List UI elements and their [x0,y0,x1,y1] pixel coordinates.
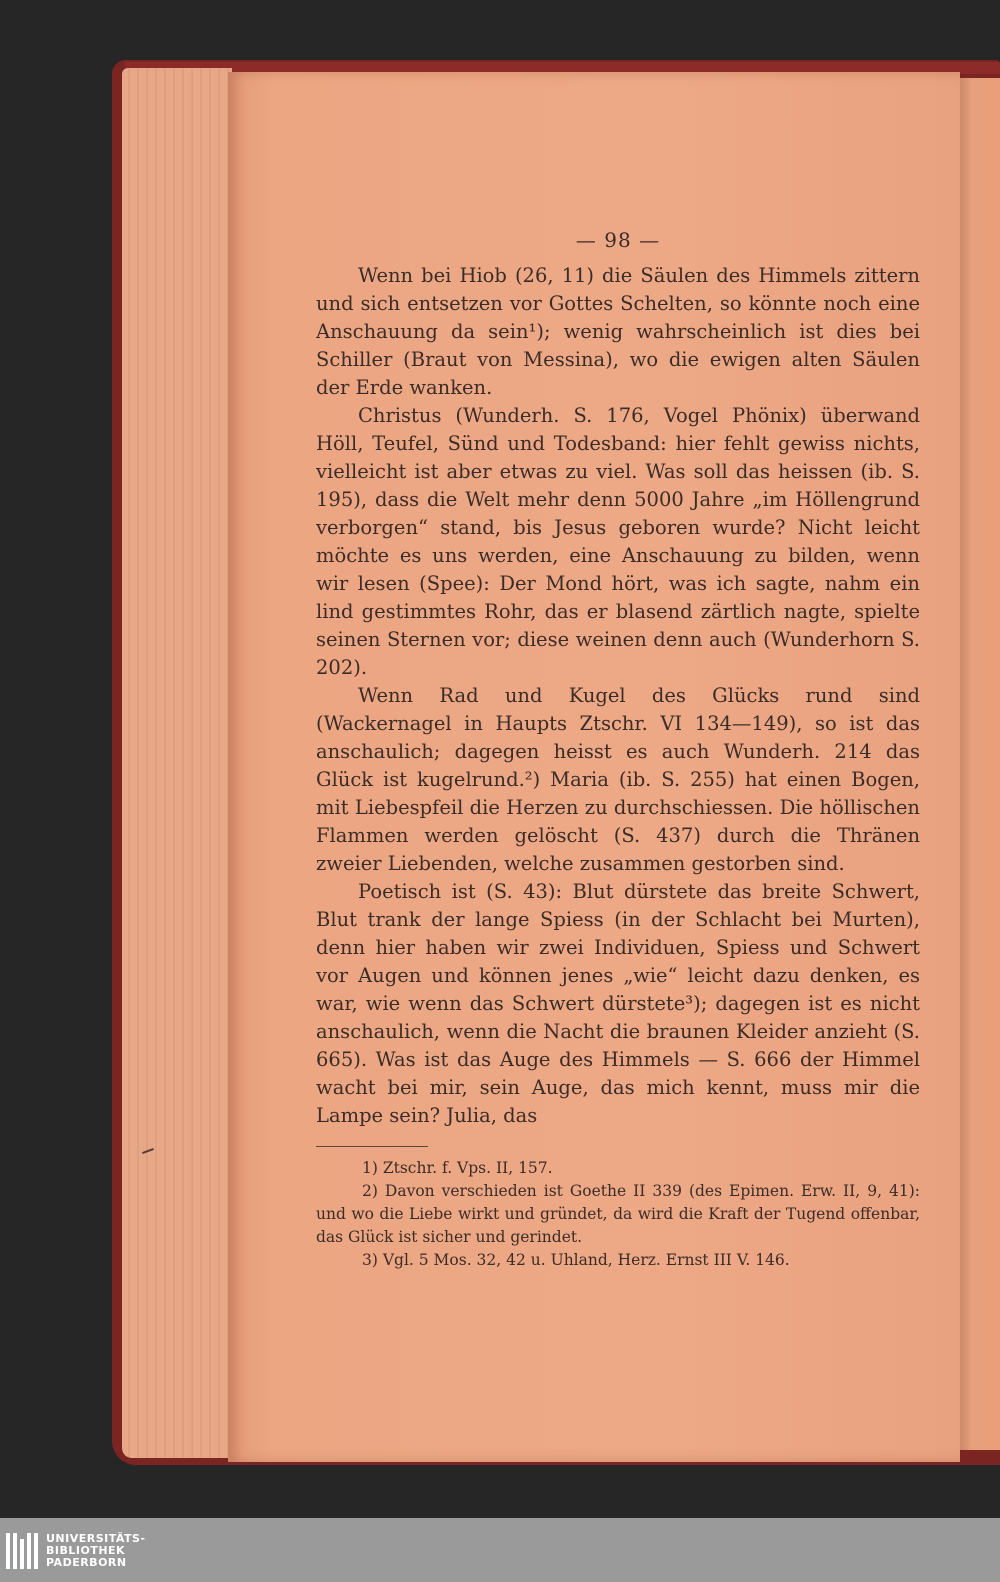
paragraph-3: Wenn Rad und Kugel des Glücks rund sind (Wackernagel in Haupts Ztschr. VI 134—149), so ist das anschaulich; dagegen heisst es auch Wunderh. 214 das Glück ist kugelrund.²) Maria (ib. S. 255) hat einen Bogen, mit Liebespfeil die Herzen zu durchschiessen. Die höllischen Flammen werden gelöscht (S. 437) durch die Thränen zweier Liebenden, welche zusammen gestorben sind. [316,684,920,875]
paragraph-1: Wenn bei Hiob (26, 11) die Säulen des Himmels zittern und sich entsetzen vor Gottes Schelten, so könnte noch eine Anschauung da sein¹); wenig wahrscheinlich ist dies bei Schiller (Braut von Messina), wo die ewigen alten Säulen der Erde wanken. [316,264,920,399]
library-logo-icon [6,1533,38,1569]
page-content [316,228,920,1272]
page-stack [122,68,232,1458]
footnote-2: 2) Davon verschieden ist Goethe II 339 (des Epimen. Erw. II, 9, 41): und wo die Liebe wirkt und gründet, da wird die Kraft der Tugend offenbar, das Glück ist sicher und gerindet. [316,1182,920,1246]
page-number: — 98 — [575,228,661,252]
footnote-3: 3) Vgl. 5 Mos. 32, 42 u. Uhland, Herz. Ernst III V. 146. [362,1251,790,1269]
library-logo-text: UNIVERSITÄTS- BIBLIOTHEK PADERBORN [46,1532,146,1569]
paragraph-4: Poetisch ist (S. 43): Blut dürstete das breite Schwert, Blut trank der lange Spiess (in der Schlacht bei Murten), denn hier haben wir zwei Individuen, Spiess und Schwert vor Augen und können jenes „wie“ leicht dazu denken, es war, wie wenn das Schwert dürstete³); dagegen ist es nicht anschaulich, wenn die Nacht die braunen Kleider anzieht (S. 665). Was ist das Auge des Himmels — S. 666 der Himmel wacht bei mir, sein Auge, das mich kennt, muss mir die Lampe sein? Julia, das [316,880,920,1127]
footnote-1: 1) Ztschr. f. Vps. II, 157. [362,1159,553,1177]
library-logo [6,1524,156,1578]
footnote-rule [316,1146,428,1147]
next-page-edge [958,78,1000,1450]
paragraph-2: Christus (Wunderh. S. 176, Vogel Phönix) überwand Höll, Teufel, Sünd und Todesband: hier fehlt gewiss nichts, vielleicht ist aber etwas zu viel. Was soll das heissen (ib. S. 195), dass die Welt mehr denn 5000 Jahre „im Höllengrund verborgen“ stand, bis Jesus geboren wurde? Nicht leicht möchte es uns werden, eine Anschauung zu bilden, wenn wir lesen (Spee): Der Mond hört, was ich sagte, nahm ein lind gestimmtes Rohr, das er blasend zärtlich nagte, spielte seinen Sternen vor; diese weinen denn auch (Wunderhorn S. 202). [316,404,920,679]
